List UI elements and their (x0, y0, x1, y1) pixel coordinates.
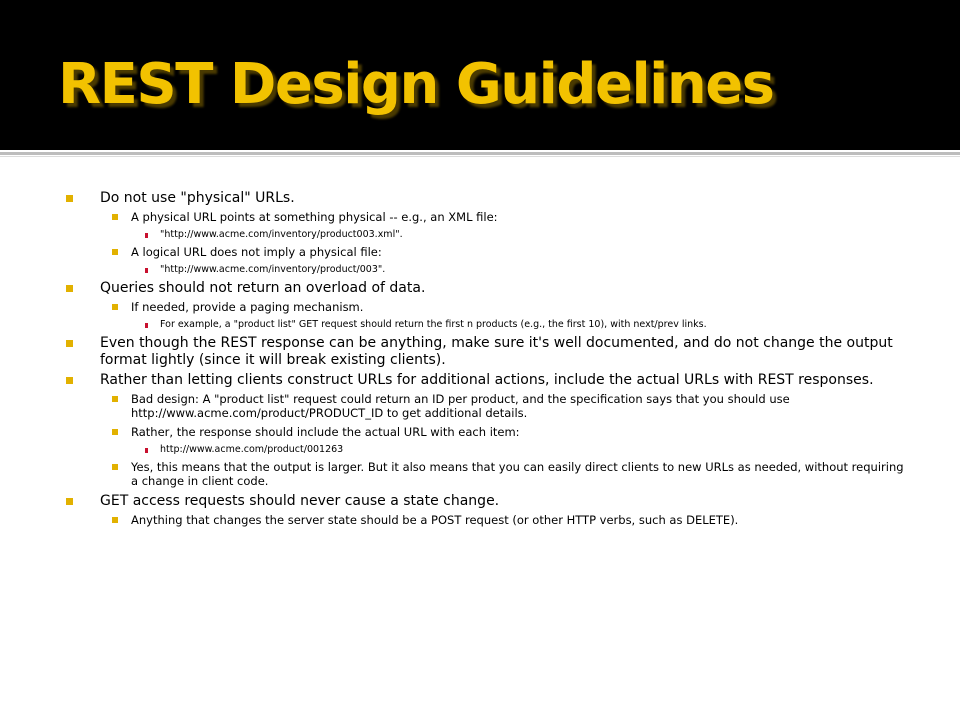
square-bullet-icon (66, 340, 73, 347)
bullet-item (64, 190, 904, 207)
bullet-text: For example, a "product list" GET request should return the first n products (e.g., the first 10), with next/prev links. (160, 319, 707, 330)
square-bullet-icon (112, 249, 118, 255)
bullet-list (64, 190, 904, 532)
sub-sub-bullet-item (64, 319, 904, 331)
title-divider-thin (0, 156, 960, 157)
bullet-text: "http://www.acme.com/inventory/product/003". (160, 264, 386, 275)
bullet-item (64, 280, 904, 297)
bullet-text: Rather than letting clients construct URLs for additional actions, include the actual URLs with REST responses. (100, 372, 874, 388)
sub-bullet-item (64, 460, 904, 488)
bullet-text: Rather, the response should include the actual URL with each item: (131, 425, 520, 439)
small-bullet-icon (145, 233, 148, 238)
bullet-text: GET access requests should never cause a state change. (100, 493, 500, 509)
bullet-text: "http://www.acme.com/inventory/product003.xml". (160, 229, 403, 240)
sub-bullet-item (64, 210, 904, 224)
bullet-text: A physical URL points at something physical -- e.g., an XML file: (131, 210, 498, 224)
sub-bullet-item (64, 425, 904, 439)
square-bullet-icon (112, 214, 118, 220)
bullet-text: If needed, provide a paging mechanism. (131, 300, 364, 314)
sub-sub-bullet-item (64, 264, 904, 276)
title-divider (0, 152, 960, 155)
square-bullet-icon (112, 304, 118, 310)
slide-title: REST Design Guidelines (58, 52, 774, 117)
square-bullet-icon (112, 429, 118, 435)
bullet-item (64, 493, 904, 510)
bullet-text: http://www.acme.com/product/001263 (160, 444, 344, 455)
bullet-text: Even though the REST response can be anything, make sure it's well documented, and do not change the output format lightly (since it will break existing clients). (100, 335, 893, 368)
bullet-text: Yes, this means that the output is larger. But it also means that you can easily direct clients to new URLs as needed, without requiring a change in client code. (131, 460, 904, 488)
square-bullet-icon (112, 396, 118, 402)
small-bullet-icon (145, 448, 148, 453)
bullet-text: Bad design: A "product list" request could return an ID per product, and the specification says that you should use http://www.acme.com/product/PRODUCT_ID to get additional details. (131, 392, 790, 420)
bullet-text: Queries should not return an overload of data. (100, 280, 426, 296)
sub-bullet-item (64, 392, 904, 420)
square-bullet-icon (112, 517, 118, 523)
square-bullet-icon (66, 377, 73, 384)
bullet-text: A logical URL does not imply a physical file: (131, 245, 382, 259)
square-bullet-icon (66, 195, 73, 202)
sub-bullet-item (64, 513, 904, 527)
sub-sub-bullet-item (64, 229, 904, 241)
square-bullet-icon (66, 498, 73, 505)
sub-bullet-item (64, 245, 904, 259)
bullet-item (64, 335, 904, 369)
sub-bullet-item (64, 300, 904, 314)
small-bullet-icon (145, 323, 148, 328)
sub-sub-bullet-item (64, 444, 904, 456)
square-bullet-icon (66, 285, 73, 292)
bullet-item (64, 372, 904, 389)
bullet-text: Do not use "physical" URLs. (100, 190, 295, 206)
square-bullet-icon (112, 464, 118, 470)
bullet-text: Anything that changes the server state should be a POST request (or other HTTP verbs, such as DELETE). (131, 513, 739, 527)
small-bullet-icon (145, 268, 148, 273)
